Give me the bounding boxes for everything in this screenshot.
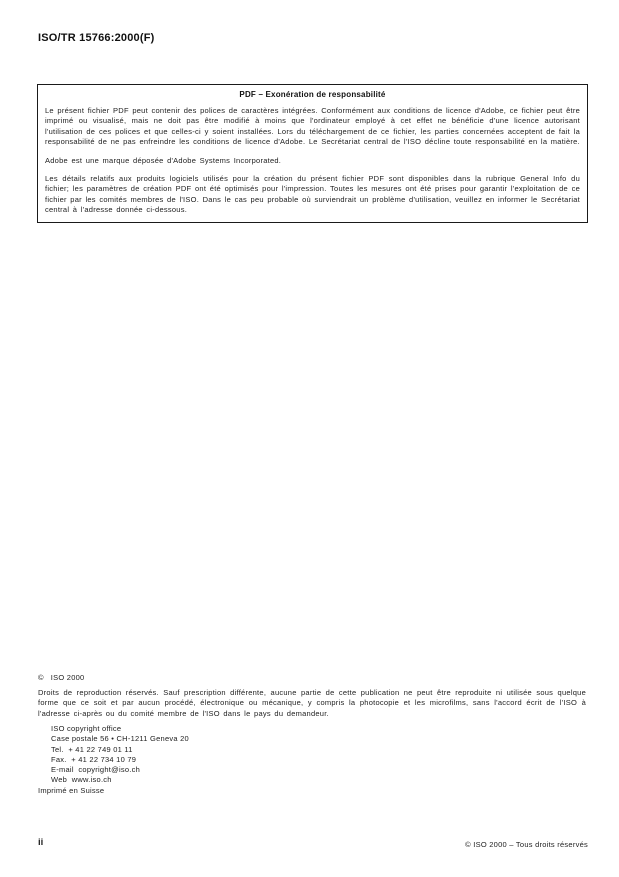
disclaimer-paragraph-adobe-trademark: Adobe est une marque déposée d'Adobe Systems Incorporated. xyxy=(45,155,282,165)
pdf-disclaimer-box xyxy=(37,84,588,223)
address-postal: Case postale 56 • CH-1211 Geneva 20 xyxy=(51,734,189,744)
address-web: Web www.iso.ch xyxy=(51,775,112,785)
address-telephone: Tel. + 41 22 749 01 11 xyxy=(51,744,133,754)
address-fax: Fax. + 41 22 734 10 79 xyxy=(51,754,137,764)
footer-copyright-notice: © ISO 2000 – Tous droits réservés xyxy=(465,840,588,849)
disclaimer-paragraph-creation-details: Les détails relatifs aux produits logiciels utilisés pour la création du présent fichier PDF sont disponibles dans la rubrique General Info du fichier; les paramètres de création PDF ont été optimisés pour l'impression. Toutes les mesures ont été prises pour garantir l'exploitation de ce fichier par les comités membres de l'ISO. Dans le cas peu probable où surviendrait un problème d'utilisation, veuillez en informer le Secrétariat central à l'adresse donnée ci-dessous. xyxy=(45,174,580,215)
document-reference: ISO/TR 15766:2000(F) xyxy=(38,32,155,44)
address-office-name: ISO copyright office xyxy=(51,724,122,733)
iso-copyright-office-address xyxy=(51,724,189,786)
copyright-year-line: © ISO 2000 xyxy=(38,673,85,682)
disclaimer-paragraph-license: Le présent fichier PDF peut contenir des polices de caractères intégrées. Conformément aux conditions de licence d'Adobe, ce fichier peut être imprimé ou visualisé, mais ne doit pas être modifié à moins que l'ordinateur employé à cet effet ne bénéficie d'une licence autorisant l'utilisation de ces polices et que celles-ci y soient installées. Lors du téléchargement de ce fichier, les parties concernées acceptent de fait la responsabilité de ne pas enfreindre les conditions de licence d'Adobe. Le Secrétariat central de l'ISO décline toute responsabilité en la matière. xyxy=(45,106,580,147)
address-email: E-mail copyright@iso.ch xyxy=(51,765,141,775)
disclaimer-title: PDF – Exonération de responsabilité xyxy=(239,90,386,99)
page-number: ii xyxy=(38,837,44,848)
printed-in-switzerland: Imprimé en Suisse xyxy=(38,786,105,795)
reproduction-rights-paragraph: Droits de reproduction réservés. Sauf prescription différente, aucune partie de cette publication ne peut être reproduite ni utilisée sous quelque forme que ce soit et par aucun procédé, électronique ou mécanique, y compris la photocopie et les microfilms, sans l'accord écrit de l'ISO à l'adresse ci-après ou du comité membre de l'ISO dans le pays du demandeur. xyxy=(38,688,586,718)
